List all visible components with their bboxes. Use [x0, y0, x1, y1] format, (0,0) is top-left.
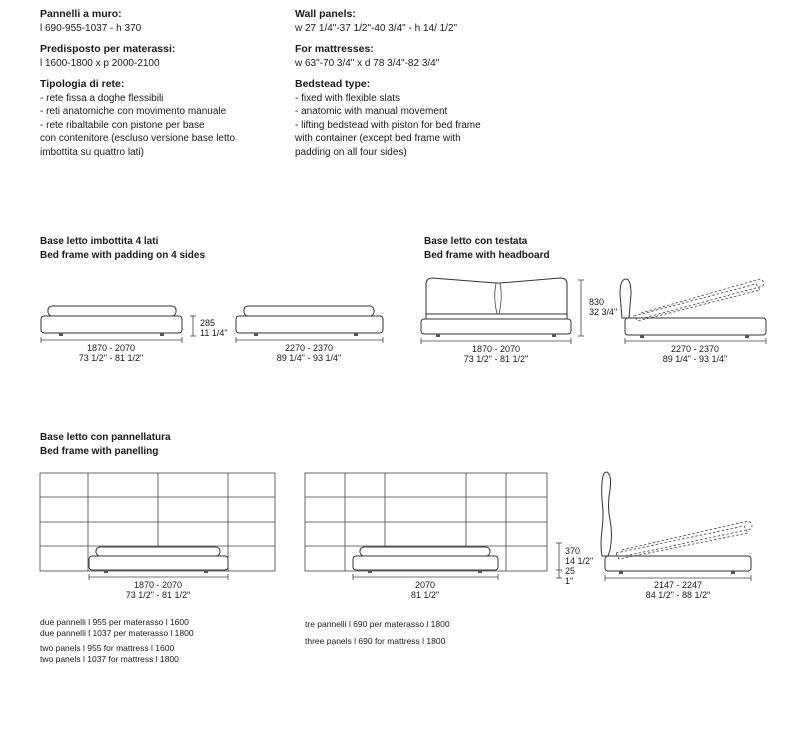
dimension-mm: 1870 - 2070: [471, 344, 521, 354]
dimension-width: [108, 580, 208, 600]
spec-line: - rete ribaltabile con pistone per base: [40, 119, 205, 131]
dimension-inches: 89 1/4" - 93 1/4": [662, 354, 728, 364]
notes-three-panels: [305, 619, 450, 647]
spec-line: - anatomic with manual movement: [295, 106, 448, 117]
spec-line: l 690-955-1037 - h 370: [40, 22, 142, 34]
section-title-panelling: [40, 431, 171, 459]
note-line: due pannelli l 1037 per materasso l 1800: [40, 628, 194, 638]
section-title-headboard: [424, 235, 550, 263]
note-line: due pannelli l 955 per materasso l 1600: [40, 617, 189, 627]
note-line: two panels l 1037 for mattress l 1800: [40, 654, 179, 664]
title-italian: Base letto con testata: [424, 236, 528, 247]
bed-side-view-panelling: [601, 472, 752, 581]
spec-line: with container (except bed frame with: [295, 133, 461, 144]
spec-line: imbottita su quattro lati): [40, 146, 144, 158]
title-english: Bed frame with panelling: [40, 446, 159, 457]
dimension-inches: 1": [565, 576, 574, 586]
spec-heading: Predisposto per materassi:: [40, 43, 176, 55]
spec-line: w 63"-70 3/4" x d 78 3/4"-82 3/4": [295, 57, 440, 69]
bed-side-view-padded: [236, 306, 383, 343]
dimension-inches: 32 3/4": [589, 307, 618, 317]
spec-heading: Wall panels:: [295, 8, 356, 20]
bed-front-view-panelling-two-panels: [40, 473, 275, 580]
dimension-width: [446, 344, 546, 364]
spec-line: l 1600-1800 x p 2000-2100: [40, 57, 160, 69]
dimension-inches: 11 1/4": [200, 328, 228, 338]
dimension-panel-height: [565, 546, 593, 586]
dimension-height: [200, 318, 228, 338]
bed-front-view-headboard: [421, 278, 584, 344]
title-english: Bed frame with headboard: [424, 250, 550, 261]
bed-front-view-panelling-three-panels: [305, 473, 562, 580]
title-italian: Base letto con pannellatura: [40, 432, 171, 443]
bed-front-view-padded: [41, 306, 196, 343]
dimension-mm: 830: [589, 297, 605, 307]
spec-line: - lifting bedstead with piston for bed frame: [295, 119, 481, 131]
dimension-length: [645, 344, 745, 364]
dimension-inches: 73 1/2" - 81 1/2": [78, 353, 144, 363]
dimension-mm: 2070: [414, 580, 436, 590]
dimension-mm: 285: [200, 318, 216, 328]
dimension-mm: 370: [565, 546, 581, 556]
dimension-inches: 73 1/2" - 81 1/2": [125, 590, 191, 600]
bed-side-view-headboard: [620, 279, 766, 344]
dimension-height: [589, 297, 617, 317]
note-line: tre pannelli l 690 per materasso l 1800: [305, 619, 450, 629]
dimension-width: [61, 343, 161, 363]
dimension-mm: 2147 - 2247: [653, 580, 703, 590]
section-title-padded: [40, 235, 205, 263]
spec-heading: For mattresses:: [295, 43, 374, 55]
dimension-inches: 89 1/4" - 93 1/4": [276, 353, 342, 363]
dimension-length: [259, 343, 359, 363]
spec-line: padding on all four sides): [295, 146, 407, 158]
dimension-inches: 14 1/2": [565, 556, 594, 566]
title-italian: Base letto imbottita 4 lati: [40, 236, 159, 247]
dimension-length: [628, 580, 728, 600]
spec-line: - reti anatomiche con movimento manuale: [40, 106, 227, 117]
spec-heading: Pannelli a muro:: [40, 8, 122, 20]
notes-two-panels: [40, 617, 194, 665]
dimension-inches: 81 1/2": [410, 590, 440, 600]
spec-line: con contenitore (escluso versione base letto: [40, 133, 236, 144]
dimension-mm: 2270 - 2370: [284, 343, 334, 353]
dimension-inches: 84 1/2" - 88 1/2": [645, 590, 711, 600]
dimension-inches: 73 1/2" - 81 1/2": [463, 354, 529, 364]
dimension-mm: 2270 - 2370: [670, 344, 720, 354]
spec-heading: Tipologia di rete:: [40, 78, 125, 90]
spec-line: - fixed with flexible slats: [295, 92, 401, 104]
dimension-mm: 1870 - 2070: [86, 343, 136, 353]
note-line: two panels l 955 for mattress l 1600: [40, 643, 175, 653]
dimension-mm: 25: [565, 566, 576, 576]
spec-line: - rete fissa a doghe flessibili: [40, 92, 164, 104]
spec-heading: Bedstead type:: [295, 78, 371, 90]
dimension-mm: 1870 - 2070: [133, 580, 183, 590]
title-english: Bed frame with padding on 4 sides: [40, 250, 206, 261]
note-line: three panels l 690 for mattress l 1800: [305, 636, 446, 646]
spec-line: w 27 1/4"-37 1/2"-40 3/4" - h 14/ 1/2": [295, 22, 458, 34]
dimension-width: [375, 580, 475, 600]
